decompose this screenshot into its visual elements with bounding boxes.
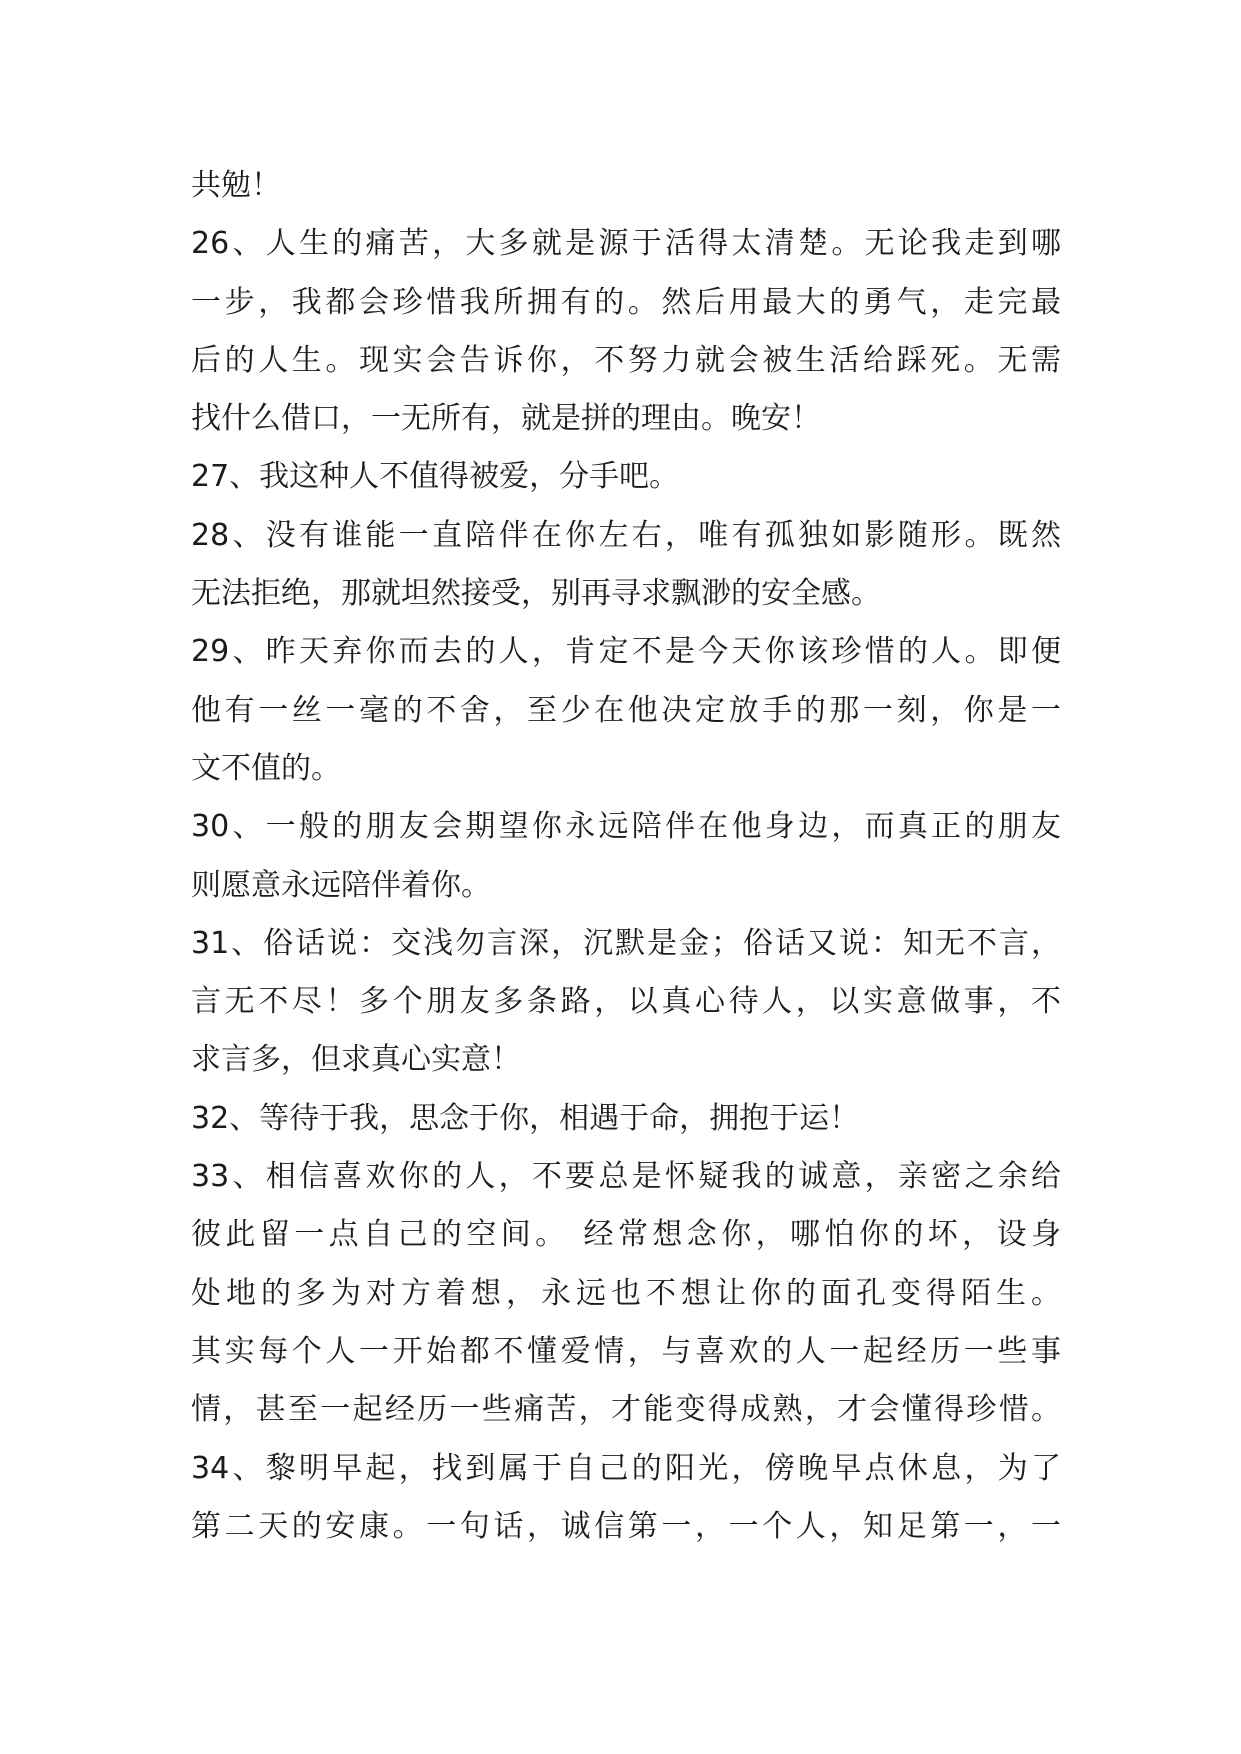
text-line: 26、人生的痛苦，大多就是源于活得太清楚。无论我走到哪 bbox=[191, 226, 1061, 262]
text-line: 28、没有谁能一直陪伴在你左右，唯有孤独如影随形。既然 bbox=[191, 517, 1061, 553]
text-line: 33、相信喜欢你的人，不要总是怀疑我的诚意，亲密之余给 bbox=[191, 1159, 1061, 1195]
text-line: 彼此留一点自己的空间。 经常想念你，哪怕你的坏，设身 bbox=[191, 1217, 1061, 1253]
text-line: 第二天的安康。一句话，诚信第一，一个人，知足第一，一 bbox=[191, 1508, 1061, 1544]
text-line: 34、黎明早起，找到属于自己的阳光，傍晚早点休息，为了 bbox=[191, 1450, 1061, 1486]
text-line: 言无不尽！多个朋友多条路，以真心待人，以实意做事，不 bbox=[191, 984, 1061, 1020]
text-line: 32、等待于我，思念于你，相遇于命，拥抱于运！ bbox=[191, 1100, 860, 1136]
document-body bbox=[191, 157, 1061, 1556]
text-line: 后的人生。现实会告诉你，不努力就会被生活给踩死。无需 bbox=[191, 342, 1061, 378]
text-line: 求言多，但求真心实意！ bbox=[191, 1042, 521, 1078]
text-line: 找什么借口，一无所有，就是拼的理由。晚安！ bbox=[191, 401, 821, 437]
text-line: 31、俗话说：交浅勿言深，沉默是金；俗话又说：知无不言， bbox=[191, 925, 1061, 961]
text-line: 情，甚至一起经历一些痛苦，才能变得成熟，才会懂得珍惜。 bbox=[191, 1392, 1061, 1428]
text-line: 文不值的。 bbox=[191, 750, 341, 786]
text-line: 27、我这种人不值得被爱，分手吧。 bbox=[191, 459, 680, 495]
text-line: 其实每个人一开始都不懂爱情，与喜欢的人一起经历一些事 bbox=[191, 1333, 1061, 1369]
text-line: 共勉！ bbox=[191, 168, 281, 203]
text-line: 无法拒绝，那就坦然接受，别再寻求飘渺的安全感。 bbox=[191, 576, 881, 612]
text-line: 29、昨天弃你而去的人，肯定不是今天你该珍惜的人。即便 bbox=[191, 634, 1061, 670]
text-line: 一步，我都会珍惜我所拥有的。然后用最大的勇气，走完最 bbox=[191, 284, 1061, 320]
text-line: 处地的多为对方着想，永远也不想让你的面孔变得陌生。 bbox=[191, 1275, 1061, 1311]
text-line: 30、一般的朋友会期望你永远陪伴在他身边，而真正的朋友 bbox=[191, 809, 1061, 845]
text-line: 则愿意永远陪伴着你。 bbox=[191, 867, 491, 903]
text-line: 他有一丝一毫的不舍，至少在他决定放手的那一刻，你是一 bbox=[191, 692, 1061, 728]
